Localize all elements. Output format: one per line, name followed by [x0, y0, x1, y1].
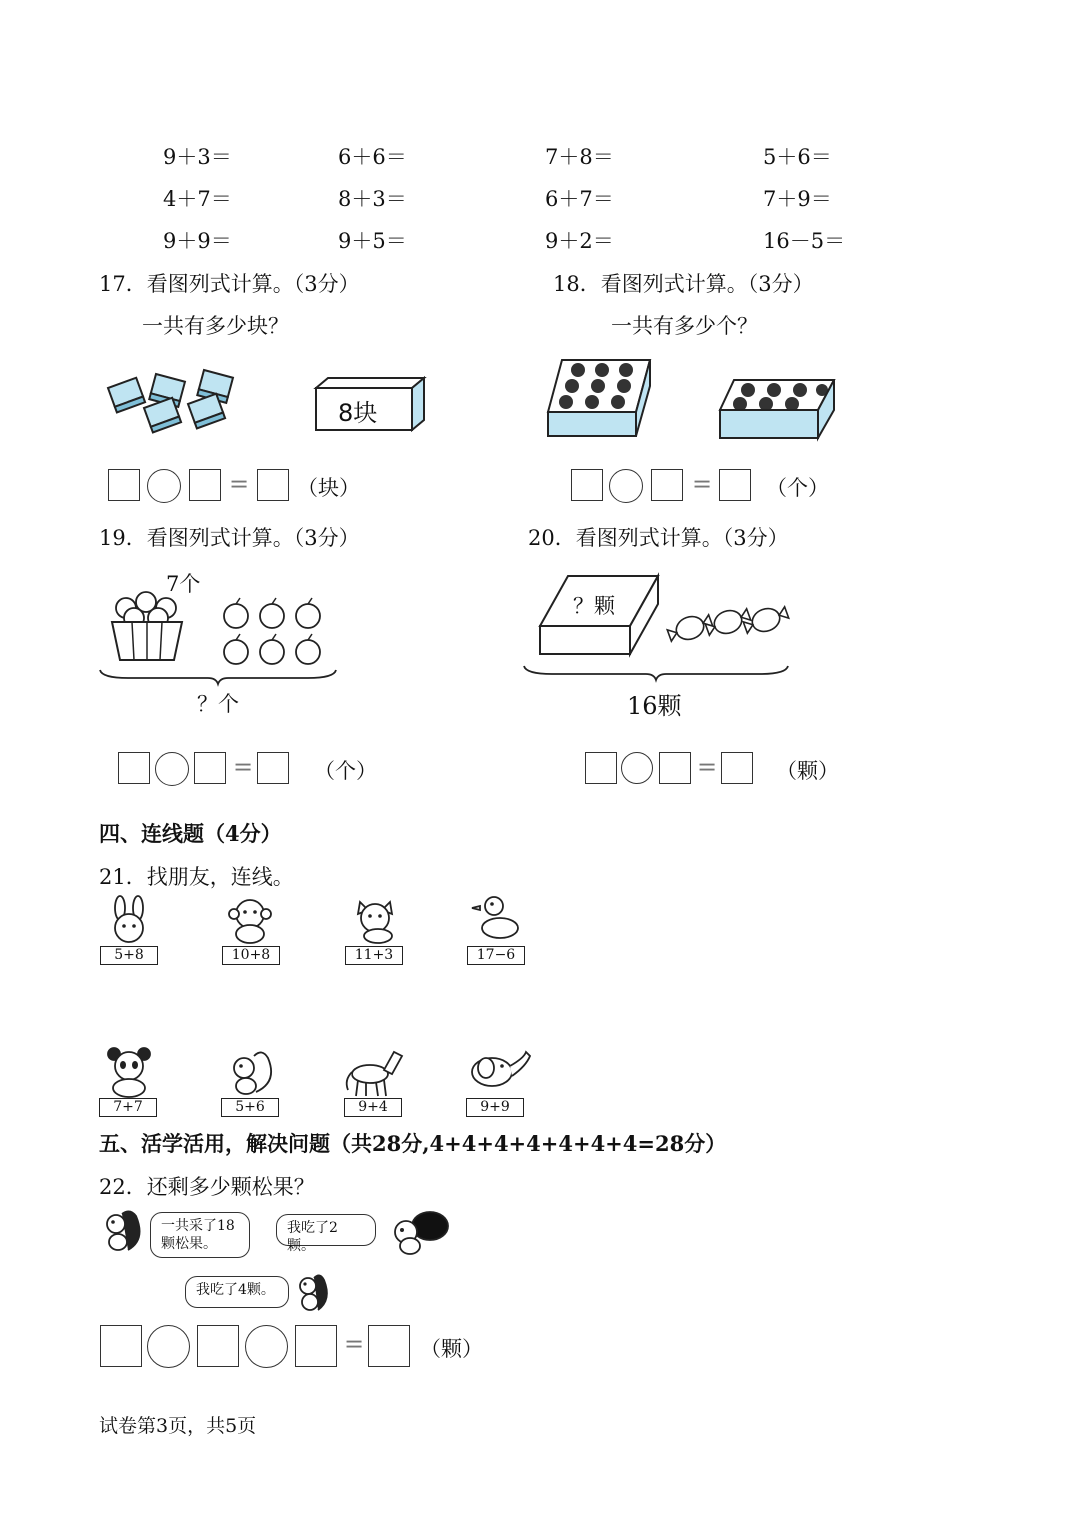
- bubble-line: 颗松果。: [161, 1236, 217, 1252]
- expression-card[interactable]: 5+8: [100, 946, 158, 965]
- apple-basket-illustration: [104, 588, 188, 664]
- expression-card[interactable]: 17−6: [467, 946, 525, 965]
- answer-box[interactable]: [189, 469, 221, 501]
- expression-card[interactable]: 7+7: [99, 1098, 157, 1117]
- equals-sign: =: [233, 753, 254, 781]
- equation: 6＋7＝: [545, 187, 614, 211]
- equals-sign: =: [697, 753, 718, 781]
- answer-box[interactable]: [257, 752, 289, 784]
- elephant-icon: [464, 1048, 530, 1098]
- operator-circle[interactable]: [245, 1325, 288, 1368]
- expression-card[interactable]: 9+9: [466, 1098, 524, 1117]
- unit-label: （块）: [297, 476, 360, 500]
- answer-box[interactable]: [108, 469, 140, 501]
- answer-box[interactable]: [100, 1325, 142, 1367]
- blocks-illustration: [100, 360, 250, 440]
- equation: 7＋8＝: [545, 145, 614, 169]
- answer-box[interactable]: [197, 1325, 239, 1367]
- answer-box[interactable]: [585, 752, 617, 784]
- q19-title: 19．看图列式计算。（3分）: [99, 526, 360, 550]
- answer-box[interactable]: [118, 752, 150, 784]
- page-footer: 试卷第3页，共5页: [99, 1415, 257, 1437]
- horse-icon: [344, 1046, 406, 1098]
- equation: 7＋9＝: [763, 187, 832, 211]
- total-label: 16颗: [627, 692, 682, 720]
- brace-icon: [522, 664, 792, 682]
- speech-bubble: [150, 1212, 250, 1258]
- basket-label: 7个: [166, 572, 201, 596]
- section-heading: 四、连线题（4分）: [99, 821, 282, 846]
- monkey-icon: [224, 896, 278, 944]
- expression-card[interactable]: 9+4: [344, 1098, 402, 1117]
- expression-card[interactable]: 11+3: [345, 946, 403, 965]
- q17-title: 17．看图列式计算。（3分）: [99, 272, 360, 296]
- equation: 8＋3＝: [338, 187, 407, 211]
- squirrel-icon: [390, 1208, 450, 1256]
- answer-box[interactable]: [194, 752, 226, 784]
- cat-icon: [350, 896, 406, 944]
- q18-prompt: 一共有多少个？: [611, 314, 758, 338]
- section-heading: 五、活学活用，解决问题（共28分,4+4+4+4+4+4+4=28分）: [99, 1131, 727, 1156]
- tray-full-illustration: [546, 356, 656, 440]
- answer-box[interactable]: [651, 469, 683, 501]
- equation: 6＋6＝: [338, 145, 407, 169]
- total-label: ？个: [197, 692, 239, 716]
- operator-circle[interactable]: [621, 752, 653, 784]
- bubble-text: 我吃了4颗。: [196, 1282, 275, 1298]
- equation: 9＋9＝: [163, 229, 232, 253]
- duck-icon: [472, 894, 524, 944]
- speech-bubble: [185, 1276, 289, 1308]
- apples-illustration: [220, 598, 330, 668]
- rabbit-icon: [104, 896, 156, 944]
- equals-sign: =: [229, 470, 250, 498]
- brace-icon: [98, 668, 338, 686]
- equation: 9＋5＝: [338, 229, 407, 253]
- expression-card[interactable]: 5+6: [221, 1098, 279, 1117]
- equation: 5＋6＝: [763, 145, 832, 169]
- q18-title: 18．看图列式计算。（3分）: [553, 272, 814, 296]
- box-label: 8块: [338, 399, 378, 427]
- unit-label: （颗）: [420, 1337, 483, 1361]
- answer-box[interactable]: [719, 469, 751, 501]
- squirrel-icon: [100, 1206, 144, 1256]
- answer-box[interactable]: [295, 1325, 337, 1367]
- bubble-text: 我吃了2颗。: [287, 1220, 338, 1254]
- equation: 4＋7＝: [163, 187, 232, 211]
- bubble-line: 一共采了18: [161, 1218, 235, 1234]
- answer-box[interactable]: [257, 469, 289, 501]
- operator-circle[interactable]: [147, 469, 181, 503]
- equation: 16－5＝: [763, 229, 846, 253]
- equals-sign: =: [344, 1330, 365, 1358]
- equation: 9＋2＝: [545, 229, 614, 253]
- unit-label: （个）: [314, 759, 377, 783]
- unit-label: （颗）: [776, 759, 839, 783]
- expression-card[interactable]: 10+8: [222, 946, 280, 965]
- unit-label: （个）: [766, 476, 829, 500]
- speech-bubble: [276, 1214, 376, 1254]
- answer-box[interactable]: [368, 1325, 410, 1367]
- candies-illustration: [668, 598, 788, 648]
- squirrel-icon: [224, 1046, 278, 1098]
- tray-half-illustration: [718, 376, 838, 440]
- equals-sign: =: [692, 470, 713, 498]
- answer-box[interactable]: [571, 469, 603, 501]
- q20-title: 20．看图列式计算。（3分）: [528, 526, 789, 550]
- operator-circle[interactable]: [609, 469, 643, 503]
- candy-box-label: ？颗: [573, 594, 615, 618]
- q17-prompt: 一共有多少块？: [142, 314, 289, 338]
- answer-box[interactable]: [659, 752, 691, 784]
- panda-icon: [104, 1046, 154, 1098]
- operator-circle[interactable]: [155, 752, 189, 786]
- squirrel-icon: [294, 1270, 330, 1314]
- answer-box[interactable]: [721, 752, 753, 784]
- equation: 9＋3＝: [163, 145, 232, 169]
- q22-title: 22．还剩多少颗松果？: [99, 1175, 315, 1199]
- operator-circle[interactable]: [147, 1325, 190, 1368]
- q21-title: 21．找朋友，连线。: [99, 865, 294, 889]
